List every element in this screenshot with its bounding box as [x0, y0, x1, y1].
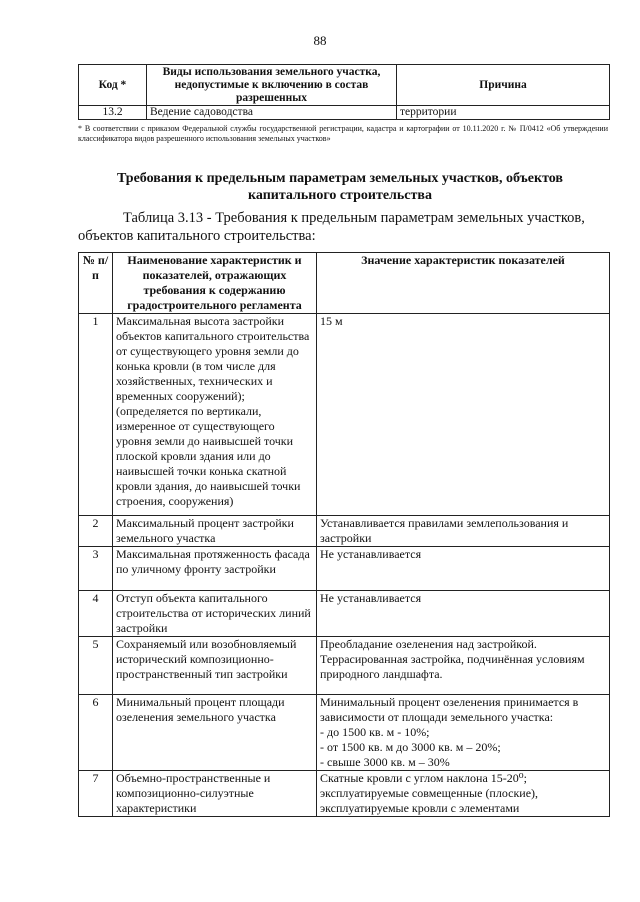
header-value: Значение характеристик показателей	[317, 253, 610, 314]
value-line: эксплуатируемые совмещенные (плоские),	[320, 786, 539, 800]
table-row	[79, 771, 610, 817]
row-value	[317, 547, 610, 591]
row-number: 3	[79, 547, 113, 591]
page-number: 88	[313, 33, 327, 48]
table-row	[79, 106, 610, 120]
row-characteristic: Сохраняемый или возобновляемый исторический композиционно-пространственный тип застройки	[113, 637, 317, 695]
footnote: * В соответствии с приказом Федеральной службы государственной регистрации, кадастра и картографии от 10.11.2020 г. № П/0412 «Об утверждении классификатора видов разрешенного использования земельных участков»	[78, 124, 608, 143]
value-line: Преобладание озеленения над застройкой.	[320, 637, 537, 651]
table-row	[79, 314, 610, 516]
requirements-table-header	[79, 253, 610, 314]
row-number: 7	[79, 771, 113, 817]
header-num: № п/п	[79, 253, 113, 314]
land-use-table-header	[79, 65, 610, 106]
section-title: Требования к предельным параметрам земельных участков, объектов капитального строительства	[117, 171, 563, 203]
row-value	[317, 591, 610, 637]
row-characteristic: Минимальный процент площади озеленения земельного участка	[113, 695, 317, 771]
land-use-table	[78, 64, 610, 120]
row-number: 5	[79, 637, 113, 695]
table-caption: Таблица 3.13 - Требования к предельным параметрам земельных участков, объектов капитального строительства:	[78, 210, 585, 244]
requirements-table	[78, 252, 610, 817]
row-number: 2	[79, 516, 113, 547]
table-row	[79, 516, 610, 547]
row-characteristic: Максимальная протяженность фасада по уличному фронту застройки	[113, 547, 317, 591]
row-name: Ведение садоводства	[147, 106, 397, 120]
value-line: - до 1500 кв. м - 10%;	[320, 725, 430, 739]
row-characteristic: Максимальный процент застройки земельного участка	[113, 516, 317, 547]
table-row	[79, 695, 610, 771]
row-number: 6	[79, 695, 113, 771]
row-value	[317, 314, 610, 516]
value-line: Не устанавливается	[320, 591, 422, 605]
header-types: Виды использования земельного участка, недопустимые к включению в состав разрешенных	[147, 65, 397, 106]
header-reason: Причина	[397, 65, 610, 106]
row-value	[317, 637, 610, 695]
value-line: Не устанавливается	[320, 547, 422, 561]
row-value	[317, 516, 610, 547]
row-value	[317, 771, 610, 817]
table-row	[79, 637, 610, 695]
value-line: Скатные кровли с углом наклона 15-20⁰;	[320, 771, 527, 785]
header-code: Код *	[79, 65, 147, 106]
row-reason: территории	[397, 106, 610, 120]
row-characteristic: Максимальная высота застройки объектов капитального строительства от существующего уровня земли до конька кровли (в том числе для хозяйственных, технических и временных сооружений); (определяется по вертикали, измеренное от существующего уровня земли до наивысшей точки плоской кровли здания или до наивысшей точки конька скатной кровли здания, до наивысшей точки строения, сооружения)	[113, 314, 317, 516]
value-line: Минимальный процент озеленения принимается в зависимости от площади земельного участка:	[320, 695, 579, 724]
table-row	[79, 547, 610, 591]
row-value	[317, 695, 610, 771]
row-number: 1	[79, 314, 113, 516]
value-line: Устанавливается правилами землепользования и застройки	[320, 516, 569, 545]
value-line: 15 м	[320, 314, 343, 328]
requirements-table-body	[79, 314, 610, 817]
value-line: - от 1500 кв. м до 3000 кв. м – 20%;	[320, 740, 501, 754]
value-line: Террасированная застройка, подчинённая условиям природного ландшафта.	[320, 652, 585, 681]
row-characteristic: Объемно-пространственные и композиционно-силуэтные характеристики	[113, 771, 317, 817]
row-characteristic: Отступ объекта капитального строительства от исторических линий застройки	[113, 591, 317, 637]
row-number: 4	[79, 591, 113, 637]
table-row	[79, 591, 610, 637]
value-line: эксплуатируемые кровли с элементами	[320, 801, 520, 815]
value-line: - свыше 3000 кв. м – 30%	[320, 755, 450, 769]
row-code: 13.2	[79, 106, 147, 120]
header-name: Наименование характеристик и показателей, отражающих требования к содержанию градостроительного регламента	[113, 253, 317, 314]
